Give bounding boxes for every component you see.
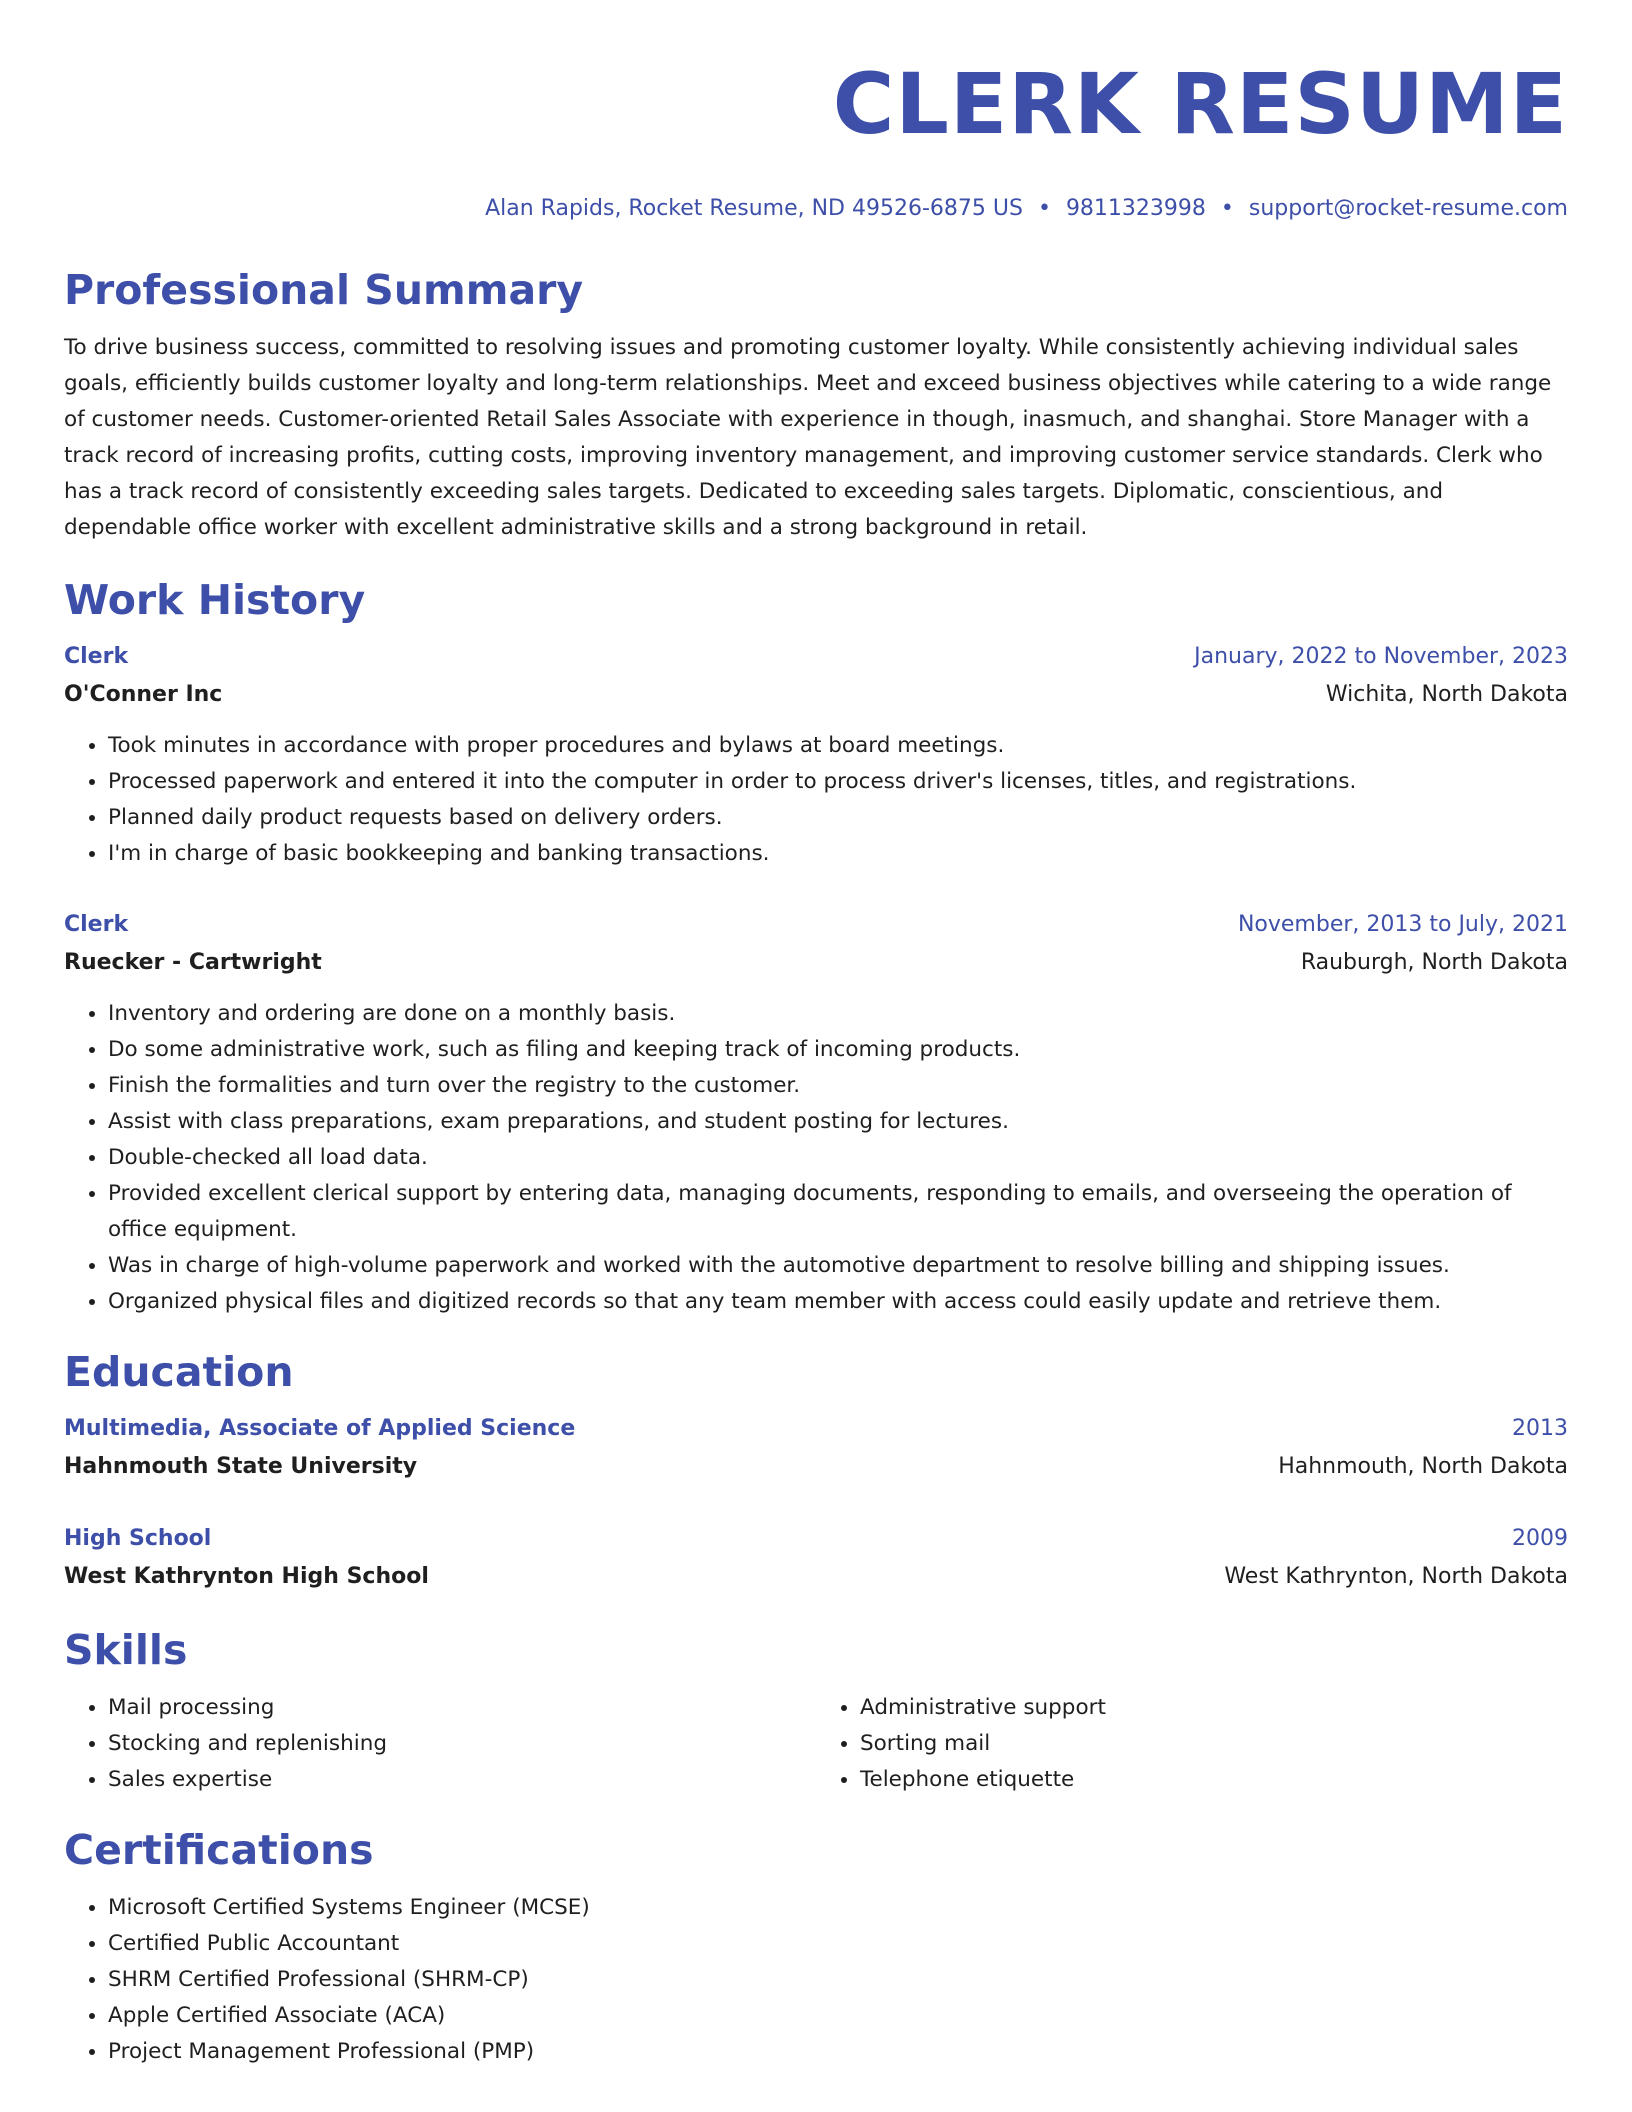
summary-text: To drive business success, committed to resolving issues and promoting customer loyalty. While consistently achieving individual sales goals, efficiently builds customer loyalty and long-term relationships. Meet and exceed business objectives while catering to a wide range of customer needs. Customer-oriented Retail Sales Associate with experience in though, inasmuch, and shanghai. Store Manager with a track record of increasing profits, cutting costs, improving inventory management, and improving customer service standards. Clerk who has a track record of consistently exceeding sales targets. Dedicated to exceeding sales targets. Diplomatic, conscientious, and dependable office worker with excellent administrative skills and a strong background in retail. (64, 335, 1552, 540)
school-name: Hahnmouth State University (64, 1454, 418, 1479)
education-entry (64, 1520, 1568, 1596)
contact-email[interactable]: support@rocket-resume.com (1248, 196, 1568, 221)
list-item: • Sales expertise (108, 1762, 816, 1798)
list-item: • Telephone etiquette (860, 1762, 1568, 1798)
school-name: West Kathrynton High School (64, 1564, 429, 1589)
section-title: Certifications (64, 1826, 374, 1874)
education-section (64, 1346, 1568, 1596)
list-item: • Processed paperwork and entered it into the computer in order to process driver's licenses, titles, and registrations. (108, 764, 1568, 800)
list-item: • Administrative support (860, 1690, 1568, 1726)
job-location: Rauburgh, North Dakota (1300, 950, 1568, 975)
list-item: • Finish the formalities and turn over the registry to the customer. (108, 1068, 1568, 1104)
list-item: • Sorting mail (860, 1726, 1568, 1762)
resume-title: CLERK RESUME (832, 55, 1568, 153)
job-dates: January, 2022 to November, 2023 (1194, 644, 1568, 669)
list-item: • Certified Public Accountant (108, 1926, 1568, 1962)
education-header (64, 1410, 1568, 1448)
job-company: Ruecker - Cartwright (64, 950, 322, 975)
list-item: • Planned daily product requests based on delivery orders. (108, 800, 1568, 836)
list-item: • I'm in charge of basic bookkeeping and banking transactions. (108, 836, 1568, 872)
education-entry (64, 1410, 1568, 1486)
job-subheader (64, 676, 1568, 714)
list-item: • Was in charge of high-volume paperwork and worked with the automotive department to resolve billing and shipping issues. (108, 1248, 1568, 1284)
contact-address: Alan Rapids, Rocket Resume, ND 49526-6875 US (485, 196, 1023, 221)
list-item: • Inventory and ordering are done on a monthly basis. (108, 996, 1568, 1032)
skills-list-left (64, 1690, 816, 1798)
degree-title: High School (64, 1526, 212, 1551)
section-title: Professional Summary (64, 266, 584, 314)
list-item: • Do some administrative work, such as filing and keeping track of incoming products. (108, 1032, 1568, 1068)
school-location: Hahnmouth, North Dakota (1278, 1454, 1568, 1479)
education-year: 2009 (1512, 1526, 1568, 1551)
list-item: • SHRM Certified Professional (SHRM-CP) (108, 1962, 1568, 1998)
list-item: • Mail processing (108, 1690, 816, 1726)
job-subheader (64, 944, 1568, 982)
job-title: Clerk (64, 912, 129, 937)
summary-section (64, 264, 1568, 546)
job-company: O'Conner Inc (64, 682, 223, 707)
list-item: • Took minutes in accordance with proper procedures and bylaws at board meetings. (108, 728, 1568, 764)
skills-section (64, 1624, 1568, 1798)
education-header (64, 1520, 1568, 1558)
education-subheader (64, 1558, 1568, 1596)
job-entry (64, 638, 1568, 872)
degree-title: Multimedia, Associate of Applied Science (64, 1416, 576, 1441)
skills-list-right (816, 1690, 1568, 1798)
job-title: Clerk (64, 644, 129, 669)
list-item: • Microsoft Certified Systems Engineer (MCSE) (108, 1890, 1568, 1926)
list-item: • Apple Certified Associate (ACA) (108, 1998, 1568, 2034)
section-title: Skills (64, 1626, 188, 1674)
job-bullets (64, 996, 1568, 1320)
education-year: 2013 (1512, 1416, 1568, 1441)
list-item: • Double-checked all load data. (108, 1140, 1568, 1176)
job-bullets (64, 728, 1568, 872)
job-entry (64, 906, 1568, 1320)
list-item: • Organized physical files and digitized records so that any team member with access could easily update and retrieve them. (108, 1284, 1568, 1320)
job-header (64, 906, 1568, 944)
list-item: • Stocking and replenishing (108, 1726, 816, 1762)
job-header (64, 638, 1568, 676)
work-history-section (64, 574, 1568, 1320)
section-title: Education (64, 1348, 294, 1396)
contact-line (64, 194, 1568, 224)
list-item: • Provided excellent clerical support by entering data, managing documents, responding to emails, and overseeing the operation of office equipment. (108, 1176, 1568, 1248)
contact-separator: • (1220, 196, 1234, 221)
contact-separator: • (1037, 196, 1051, 221)
list-item: • Assist with class preparations, exam preparations, and student posting for lectures. (108, 1104, 1568, 1140)
education-subheader (64, 1448, 1568, 1486)
list-item: • Project Management Professional (PMP) (108, 2034, 1568, 2070)
certifications-list (64, 1890, 1568, 2070)
school-location: West Kathrynton, North Dakota (1224, 1564, 1568, 1589)
certifications-section (64, 1824, 1568, 2070)
section-title: Work History (64, 576, 366, 624)
skills-grid (64, 1690, 1568, 1798)
job-dates: November, 2013 to July, 2021 (1237, 912, 1568, 937)
contact-phone: 9811323998 (1065, 196, 1206, 221)
job-location: Wichita, North Dakota (1325, 682, 1568, 707)
